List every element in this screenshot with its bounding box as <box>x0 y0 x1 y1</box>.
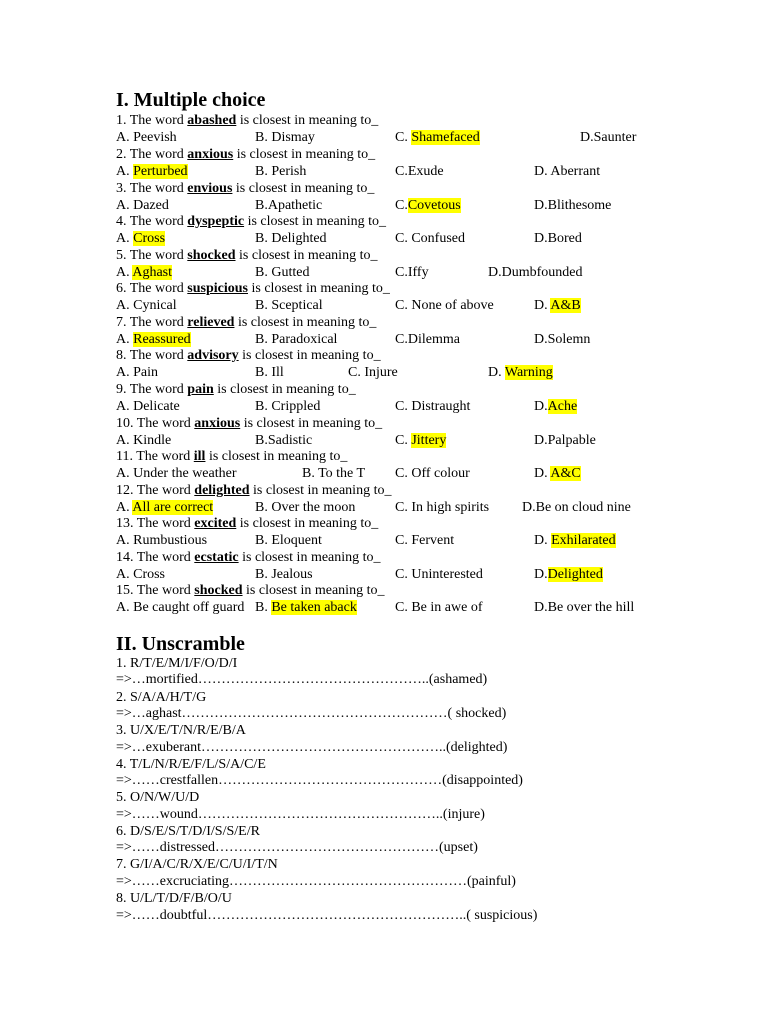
question-lead: The word <box>129 348 184 363</box>
option-d-correct[interactable] <box>534 532 616 549</box>
highlighted-answer: Jittery <box>411 433 447 448</box>
highlighted-answer: Be taken aback <box>271 600 357 615</box>
option-d[interactable]: D.Be on cloud nine <box>522 500 631 515</box>
question-keyword: anxious <box>187 147 234 162</box>
question-keyword: suspicious <box>187 281 248 296</box>
question-3 <box>116 180 374 197</box>
option-c[interactable]: C. In high spirits <box>395 500 490 515</box>
unscramble-answer: =>…mortified…………………………………………..(ashamed) <box>116 672 488 687</box>
option-c[interactable]: C.Dilemma <box>395 332 460 347</box>
highlighted-answer: Aghast <box>132 265 173 280</box>
option-letter: D. <box>534 399 548 414</box>
option-a-correct[interactable] <box>116 163 188 180</box>
question-lead: The word <box>129 181 184 196</box>
question-1 <box>116 112 378 129</box>
question-12 <box>116 482 391 499</box>
option-a[interactable]: A. Cross <box>116 567 166 582</box>
options-row <box>0 398 768 415</box>
question-lead: The word <box>129 315 184 330</box>
option-c[interactable]: C. Fervent <box>395 533 455 548</box>
option-letter: D. <box>534 298 551 313</box>
question-lead: The word <box>136 449 191 464</box>
option-d[interactable]: D.Bored <box>534 231 582 246</box>
option-c[interactable]: C. Off colour <box>395 466 470 481</box>
option-b-correct[interactable] <box>255 599 357 616</box>
unscramble-answer: =>……wound……………………………………………..(injure) <box>116 807 485 822</box>
option-a[interactable]: A. Rumbustious <box>116 533 208 548</box>
option-d[interactable]: D.Palpable <box>534 433 596 448</box>
option-c[interactable]: C.Iffy <box>395 265 429 280</box>
question-number: 2. <box>116 147 127 162</box>
question-tail: is closest in meaning to_ <box>242 348 381 363</box>
question-number: 13. <box>116 516 134 531</box>
question-number: 7. <box>116 315 127 330</box>
question-4 <box>116 213 386 230</box>
unscramble-prompt: 3. U/X/E/T/N/R/E/B/A <box>116 723 246 738</box>
option-c[interactable]: C. Uninterested <box>395 567 483 582</box>
question-lead: The word <box>129 113 184 128</box>
highlighted-answer: Reassured <box>133 332 191 347</box>
option-b[interactable]: B. Paradoxical <box>255 332 338 347</box>
highlighted-answer: Ache <box>547 399 578 414</box>
question-keyword: ill <box>193 449 206 464</box>
unscramble-answer: =>……crestfallen…………………………………………(disappointed) <box>116 773 523 788</box>
question-number: 12. <box>116 483 134 498</box>
option-a[interactable]: A. Cynical <box>116 298 177 313</box>
option-a[interactable]: A. Under the weather <box>116 466 237 481</box>
option-a[interactable]: A. Kindle <box>116 433 172 448</box>
option-letter: C. <box>395 433 412 448</box>
options-row <box>0 599 768 616</box>
question-number: 10. <box>116 416 134 431</box>
option-a[interactable]: A. Dazed <box>116 198 169 213</box>
options-row <box>0 532 768 549</box>
question-lead: The word <box>136 483 191 498</box>
question-tail: is closest in meaning to_ <box>239 248 378 263</box>
option-d-correct[interactable] <box>534 465 581 482</box>
option-c[interactable]: C. Be in awe of <box>395 600 483 615</box>
question-lead: The word <box>136 550 191 565</box>
option-d-correct[interactable] <box>488 364 553 381</box>
highlighted-answer: A&C <box>550 466 581 481</box>
option-letter: A. <box>116 265 133 280</box>
options-row <box>0 197 768 214</box>
option-c[interactable]: C. Injure <box>348 365 398 380</box>
question-2 <box>116 146 375 163</box>
option-letter: D. <box>534 466 551 481</box>
question-8 <box>116 347 381 364</box>
option-c[interactable]: C.Exude <box>395 164 444 179</box>
option-b[interactable]: B. Dismay <box>255 130 315 145</box>
question-lead: The word <box>129 248 184 263</box>
option-a[interactable]: A. Be caught off guard <box>116 600 245 615</box>
options-row <box>0 264 768 281</box>
option-b[interactable]: B. Eloquent <box>255 533 322 548</box>
question-lead: The word <box>136 416 191 431</box>
options-row <box>0 499 768 516</box>
question-7 <box>116 314 376 331</box>
option-letter: C. <box>395 198 408 213</box>
unscramble-answer: =>……doubtful………………………………………………..( suspicious) <box>116 908 538 923</box>
question-keyword: ecstatic <box>194 550 239 565</box>
question-keyword: envious <box>187 181 233 196</box>
option-b[interactable]: B. Perish <box>255 164 307 179</box>
options-row <box>0 230 768 247</box>
option-b[interactable]: B. Over the moon <box>255 500 356 515</box>
option-letter: A. <box>116 164 134 179</box>
question-lead: The word <box>129 281 184 296</box>
question-tail: is closest in meaning to_ <box>235 181 375 196</box>
options-row <box>0 566 768 583</box>
options-row <box>0 297 768 314</box>
option-a[interactable]: A. Delicate <box>116 399 180 414</box>
option-c-correct[interactable] <box>395 129 480 146</box>
option-a-correct[interactable] <box>116 331 191 348</box>
section-unscramble-title: II. Unscramble <box>116 633 245 655</box>
question-keyword: anxious <box>194 416 241 431</box>
question-keyword: excited <box>194 516 237 531</box>
question-tail: is closest in meaning to_ <box>237 315 377 330</box>
option-a-correct[interactable] <box>116 499 213 516</box>
section-multiple-choice-title: I. Multiple choice <box>116 89 266 111</box>
question-keyword: dyspeptic <box>187 214 245 229</box>
option-c[interactable]: C. Distraught <box>395 399 471 414</box>
highlighted-answer: Covetous <box>407 198 461 213</box>
question-tail: is closest in meaning to_ <box>242 550 381 565</box>
option-d-correct[interactable] <box>534 566 603 583</box>
question-lead: The word <box>136 583 191 598</box>
highlighted-answer: Exhilarated <box>551 533 616 548</box>
option-letter: D. <box>488 365 505 380</box>
highlighted-answer: A&B <box>550 298 581 313</box>
option-a-correct[interactable] <box>116 230 165 247</box>
options-row <box>0 331 768 348</box>
question-tail: is closest in meaning to_ <box>246 583 385 598</box>
option-d[interactable]: D.Blithesome <box>534 198 612 213</box>
option-d[interactable]: D.Solemn <box>534 332 591 347</box>
unscramble-answer: =>……distressed…………………………………………(upset) <box>116 840 478 855</box>
question-number: 5. <box>116 248 127 263</box>
unscramble-prompt: 4. T/L/N/R/E/F/L/S/A/C/E <box>116 757 266 772</box>
option-d[interactable]: D.Dumbfounded <box>488 265 583 280</box>
option-c[interactable]: C. None of above <box>395 298 494 313</box>
question-number: 8. <box>116 348 127 363</box>
option-letter: A. <box>116 500 133 515</box>
question-keyword: shocked <box>187 248 236 263</box>
option-letter: A. <box>116 231 134 246</box>
question-keyword: delighted <box>194 483 250 498</box>
question-tail: is closest in meaning to_ <box>247 214 387 229</box>
question-number: 3. <box>116 181 127 196</box>
question-tail: is closest in meaning to_ <box>236 147 376 162</box>
question-lead: The word <box>129 382 184 397</box>
unscramble-prompt: 5. O/N/W/U/D <box>116 790 200 805</box>
option-b[interactable]: B. Delighted <box>255 231 327 246</box>
unscramble-prompt: 2. S/A/A/H/T/G <box>116 690 207 705</box>
option-b[interactable]: B. To the T <box>302 466 366 481</box>
question-14 <box>116 549 381 566</box>
unscramble-prompt: 7. G/I/A/C/R/X/E/C/U/I/T/N <box>116 857 278 872</box>
option-letter: A. <box>116 332 134 347</box>
question-lead: The word <box>129 214 184 229</box>
question-tail: is closest in meaning to_ <box>239 113 379 128</box>
question-number: 4. <box>116 214 127 229</box>
question-5 <box>116 247 377 264</box>
question-number: 11. <box>116 449 133 464</box>
option-b[interactable]: B. Jealous <box>255 567 313 582</box>
highlighted-answer: Cross <box>133 231 166 246</box>
question-15 <box>116 582 384 599</box>
question-tail: is closest in meaning to_ <box>239 516 379 531</box>
option-a-correct[interactable] <box>116 264 172 281</box>
option-c-correct[interactable] <box>395 197 461 214</box>
question-lead: The word <box>136 516 191 531</box>
option-b[interactable]: B. Sceptical <box>255 298 323 313</box>
question-number: 6. <box>116 281 127 296</box>
unscramble-prompt: 6. D/S/E/S/T/D/I/S/S/E/R <box>116 824 260 839</box>
question-10 <box>116 415 382 432</box>
question-6 <box>116 280 390 297</box>
option-a[interactable]: A. Pain <box>116 365 158 380</box>
option-letter: C. <box>395 130 412 145</box>
highlighted-answer: Warning <box>504 365 553 380</box>
option-d-correct[interactable] <box>534 398 577 415</box>
option-d[interactable]: D.Be over the hill <box>534 600 635 615</box>
question-keyword: pain <box>187 382 214 397</box>
unscramble-answer: =>……excruciating……………………………………………(painful) <box>116 874 516 889</box>
question-number: 9. <box>116 382 127 397</box>
question-tail: is closest in meaning to_ <box>253 483 392 498</box>
question-tail: is closest in meaning to_ <box>217 382 356 397</box>
unscramble-prompt: 1. R/T/E/M/I/F/O/D/I <box>116 656 238 671</box>
unscramble-answer: =>…aghast…………………………………………………( shocked) <box>116 706 507 721</box>
highlighted-answer: Perturbed <box>133 164 188 179</box>
unscramble-prompt: 8. U/L/T/D/F/B/O/U <box>116 891 232 906</box>
question-keyword: shocked <box>194 583 243 598</box>
question-keyword: relieved <box>187 315 235 330</box>
question-9 <box>116 381 356 398</box>
options-row <box>0 129 768 146</box>
question-13 <box>116 515 378 532</box>
question-number: 1. <box>116 113 127 128</box>
highlighted-answer: All are correct <box>132 500 214 515</box>
highlighted-answer: Shamefaced <box>411 130 480 145</box>
option-d[interactable]: D. Aberrant <box>534 164 601 179</box>
question-lead: The word <box>129 147 184 162</box>
question-11 <box>116 448 347 465</box>
question-tail: is closest in meaning to_ <box>243 416 383 431</box>
question-tail: is closest in meaning to_ <box>251 281 390 296</box>
highlighted-answer: Delighted <box>547 567 603 582</box>
question-keyword: advisory <box>187 348 239 363</box>
question-keyword: abashed <box>187 113 237 128</box>
option-b[interactable]: B.Apathetic <box>255 198 323 213</box>
option-c-correct[interactable] <box>395 432 446 449</box>
option-c[interactable]: C. Confused <box>395 231 465 246</box>
option-letter: B. <box>255 600 272 615</box>
option-b[interactable]: B.Sadistic <box>255 433 313 448</box>
option-b[interactable]: B. Gutted <box>255 265 310 280</box>
options-row <box>0 432 768 449</box>
options-row <box>0 163 768 180</box>
options-row <box>0 465 768 482</box>
option-letter: D. <box>534 533 552 548</box>
question-number: 14. <box>116 550 134 565</box>
option-b[interactable]: B. Crippled <box>255 399 321 414</box>
question-number: 15. <box>116 583 134 598</box>
option-d-correct[interactable] <box>534 297 581 314</box>
option-d[interactable]: D.Saunter <box>580 130 637 145</box>
unscramble-answer: =>…exuberant……………………………………………..(delighted) <box>116 740 508 755</box>
options-row <box>0 364 768 381</box>
option-b[interactable]: B. Ill <box>255 365 284 380</box>
option-letter: D. <box>534 567 548 582</box>
option-a[interactable]: A. Peevish <box>116 130 177 145</box>
question-tail: is closest in meaning to_ <box>208 449 348 464</box>
